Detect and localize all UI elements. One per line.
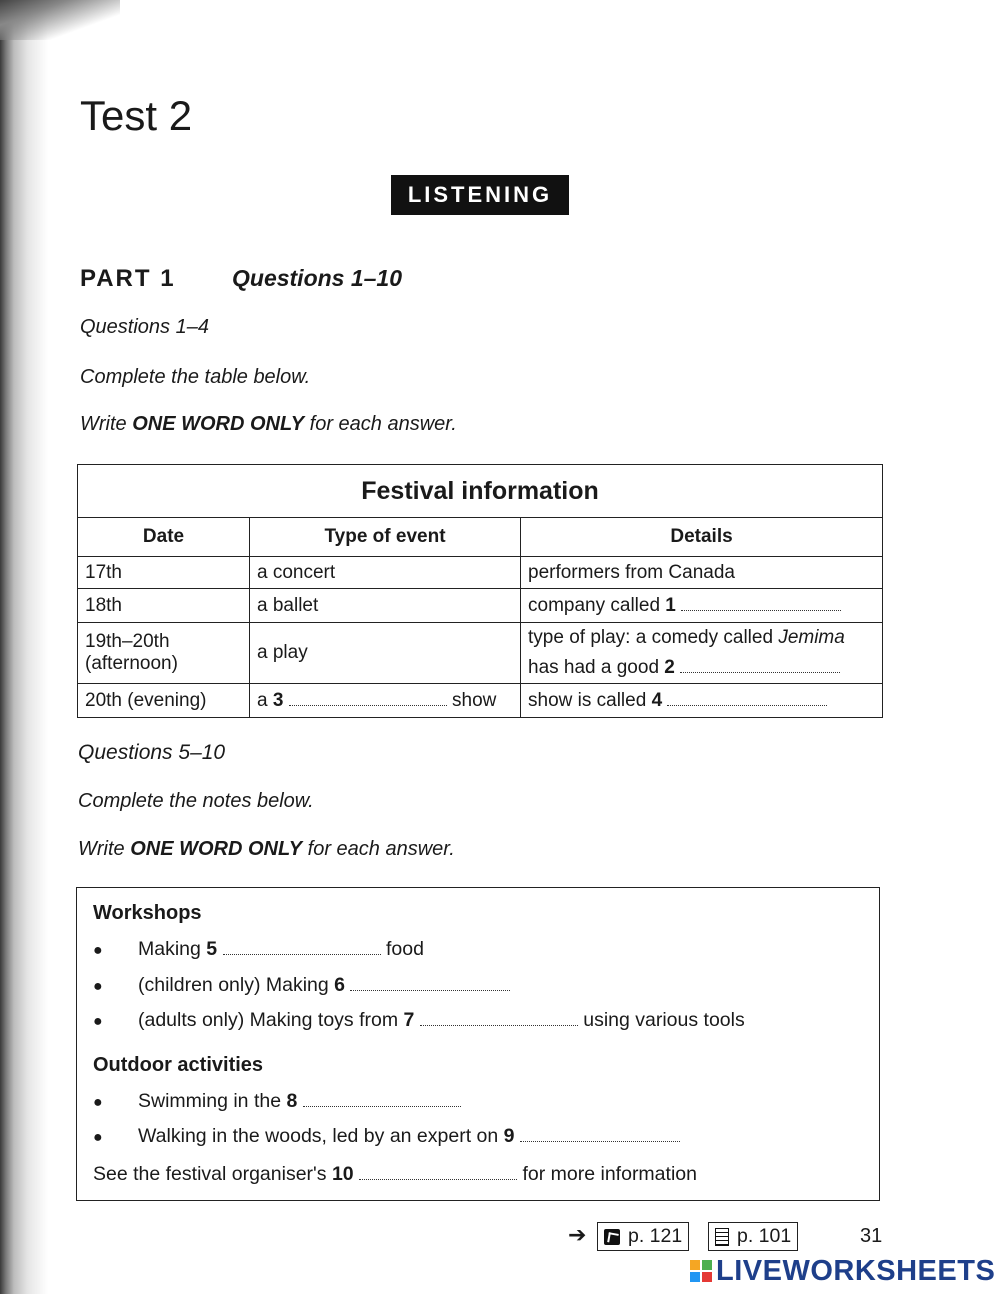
answer-gap-6[interactable] xyxy=(350,976,510,991)
answer-gap-4[interactable] xyxy=(667,691,827,706)
page-number: 31 xyxy=(860,1225,883,1247)
answer-key-reference[interactable]: p. 101 xyxy=(708,1222,798,1251)
bullet-icon: ● xyxy=(93,1129,103,1146)
cell-event: a ballet xyxy=(250,589,521,623)
cell-date: 19th–20th (afternoon) xyxy=(78,623,250,684)
bullet-icon: ● xyxy=(93,978,103,995)
cell-event: a 3 show xyxy=(250,684,521,718)
table-title: Festival information xyxy=(78,465,883,518)
see-more-line: See the festival organiser's 10 for more information xyxy=(93,1163,697,1185)
answer-gap-7[interactable] xyxy=(420,1011,578,1026)
header-type-of-event: Type of event xyxy=(250,518,521,557)
document-icon xyxy=(715,1228,729,1246)
cell-event: a concert xyxy=(250,557,521,589)
part-questions-range: Questions 1–10 xyxy=(232,265,403,291)
cell-date: 17th xyxy=(78,557,250,589)
notes-instruction: Complete the notes below. xyxy=(78,790,314,812)
cell-event: a play xyxy=(250,623,521,684)
table-row xyxy=(78,684,883,718)
cell-date: 18th xyxy=(78,589,250,623)
test-title: Test 2 xyxy=(80,92,193,139)
notes-box xyxy=(76,887,880,1201)
audioscript-reference[interactable]: p. 121 xyxy=(597,1222,689,1251)
questions-1-4-heading: Questions 1–4 xyxy=(80,316,209,338)
answer-gap-8[interactable] xyxy=(303,1092,461,1107)
arrow-right-icon: ➔ xyxy=(568,1222,587,1247)
word-limit-instruction-2: Write ONE WORD ONLY for each answer. xyxy=(78,838,455,860)
cell-details: type of play: a comedy called Jemima has had a good 2 xyxy=(521,623,883,684)
header-date: Date xyxy=(78,518,250,557)
list-item: ● (children only) Making 6 xyxy=(93,974,873,997)
answer-gap-1[interactable] xyxy=(681,596,841,611)
festival-table xyxy=(77,464,883,718)
table-row xyxy=(78,589,883,623)
logo-grid-icon xyxy=(690,1260,712,1282)
logo-text: LIVEWORKSHEETS xyxy=(716,1254,996,1287)
answer-gap-9[interactable] xyxy=(520,1127,680,1142)
list-item: ● (adults only) Making toys from 7 using various tools xyxy=(93,1009,745,1031)
questions-5-10-heading: Questions 5–10 xyxy=(78,741,226,764)
bullet-icon: ● xyxy=(93,1013,103,1030)
header-details: Details xyxy=(521,518,883,557)
workshops-heading: Workshops xyxy=(93,902,202,924)
cell-date: 20th (evening) xyxy=(78,684,250,718)
list-item: ● Swimming in the 8 xyxy=(93,1090,873,1113)
cell-details: performers from Canada xyxy=(521,557,883,589)
answer-gap-2[interactable] xyxy=(680,658,840,673)
part-label: PART 1 xyxy=(80,265,176,292)
list-item: ● Making 5 food xyxy=(93,938,424,960)
scan-shadow-edge xyxy=(0,0,48,1294)
audio-icon xyxy=(604,1229,620,1245)
list-item: ● Walking in the woods, led by an expert on 9 xyxy=(93,1125,873,1148)
table-row xyxy=(78,623,883,684)
scan-shadow-corner xyxy=(0,0,120,40)
listening-banner: LISTENING xyxy=(391,175,569,215)
word-limit-instruction: Write ONE WORD ONLY for each answer. xyxy=(80,413,457,435)
answer-gap-5[interactable] xyxy=(223,940,381,955)
bullet-icon: ● xyxy=(93,1094,103,1111)
bullet-icon: ● xyxy=(93,942,103,959)
cell-details: show is called 4 xyxy=(521,684,883,718)
cell-details: company called 1 xyxy=(521,589,883,623)
answer-gap-10[interactable] xyxy=(359,1165,517,1180)
liveworksheets-logo xyxy=(690,1254,995,1288)
answer-gap-3[interactable] xyxy=(289,691,447,706)
table-instruction: Complete the table below. xyxy=(80,366,311,388)
outdoor-activities-heading: Outdoor activities xyxy=(93,1054,264,1076)
table-row xyxy=(78,557,883,589)
